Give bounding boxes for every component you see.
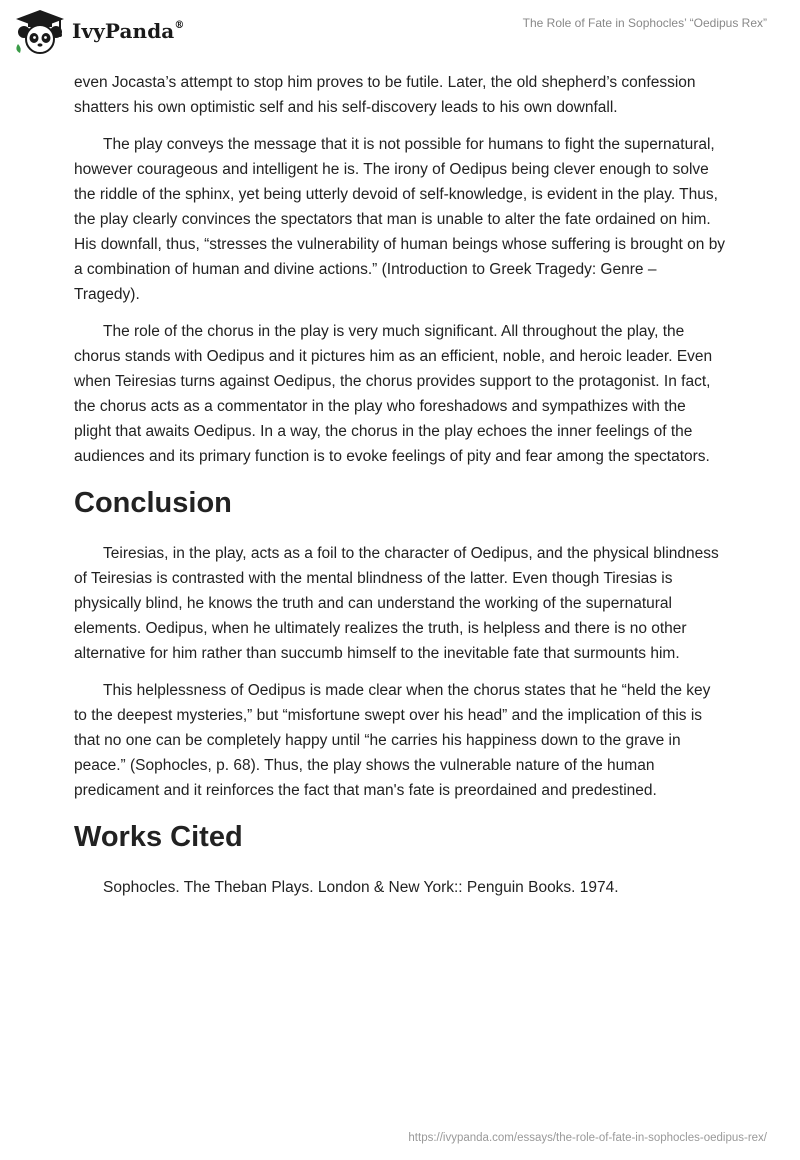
paragraph: This helplessness of Oedipus is made clear when the chorus states that he “held the key to the deepest mysteries,” but “misfortune swept over his head” and the implication of this is that no one can be completely happy until “he carries his happiness down to the grave in peace.” (Sophocles, p. 68). Thus, the play shows the vulnerable nature of the human predicament and it reinforces the fact that man's fate is preordained and predestined. (74, 682, 711, 799)
citation-entry: Sophocles. The Theban Plays. London & New York:: Penguin Books. 1974. (103, 879, 619, 896)
document-title: The Role of Fate in Sophocles’ “Oedipus Rex” (522, 16, 767, 30)
page-header (0, 0, 800, 70)
conclusion-heading: Conclusion (74, 487, 232, 519)
brand-name: IvyPanda® (72, 19, 185, 43)
paragraph: even Jocasta’s attempt to stop him proves to be futile. Later, the old shepherd’s confession shatters his own optimistic self and his self-discovery leads to his own downfall. (74, 74, 696, 116)
works-cited-heading: Works Cited (74, 821, 243, 853)
source-url-link[interactable]: https://ivypanda.com/essays/the-role-of-fate-in-sophocles-oedipus-rex/ (408, 1132, 767, 1144)
panda-graduate-icon (14, 8, 66, 54)
registered-mark: ® (174, 20, 185, 32)
brand-logo[interactable] (14, 8, 184, 54)
paragraph: The role of the chorus in the play is very much significant. All throughout the play, the chorus stands with Oedipus and it pictures him as an efficient, noble, and heroic leader. Even when Teiresias turns against Oedipus, the chorus provides support to the protagonist. In fact, the chorus acts as a commentator in the play who foreshadows and sympathizes with the plight that awaits Oedipus. In a way, the chorus in the play echoes the inner feelings of the audiences and its primary function is to evoke feelings of pity and fear among the spectators. (74, 323, 713, 465)
essay-content (74, 70, 726, 912)
paragraph: Teiresias, in the play, acts as a foil to the character of Oedipus, and the physical blindness of Teiresias is contrasted with the mental blindness of the latter. Even though Tiresias is physically blind, he knows the truth and can understand the working of the supernatural elements. Oedipus, when he ultimately realizes the truth, is helpless and there is no other alternative for him rather than succumb himself to the inevitable fate that surmounts him. (74, 545, 719, 662)
paragraph: The play conveys the message that it is not possible for humans to fight the supernatural, however courageous and intelligent he is. The irony of Oedipus being clever enough to solve the riddle of the sphinx, yet being utterly devoid of self-knowledge, is evident in the play. Thus, the play clearly convinces the spectators that man is unable to alter the fate ordained on him. His downfall, thus, “stresses the vulnerability of human beings whose suffering is brought on by a combination of human and divine actions.” (Introduction to Greek Tragedy: Genre – Tragedy). (74, 136, 726, 303)
